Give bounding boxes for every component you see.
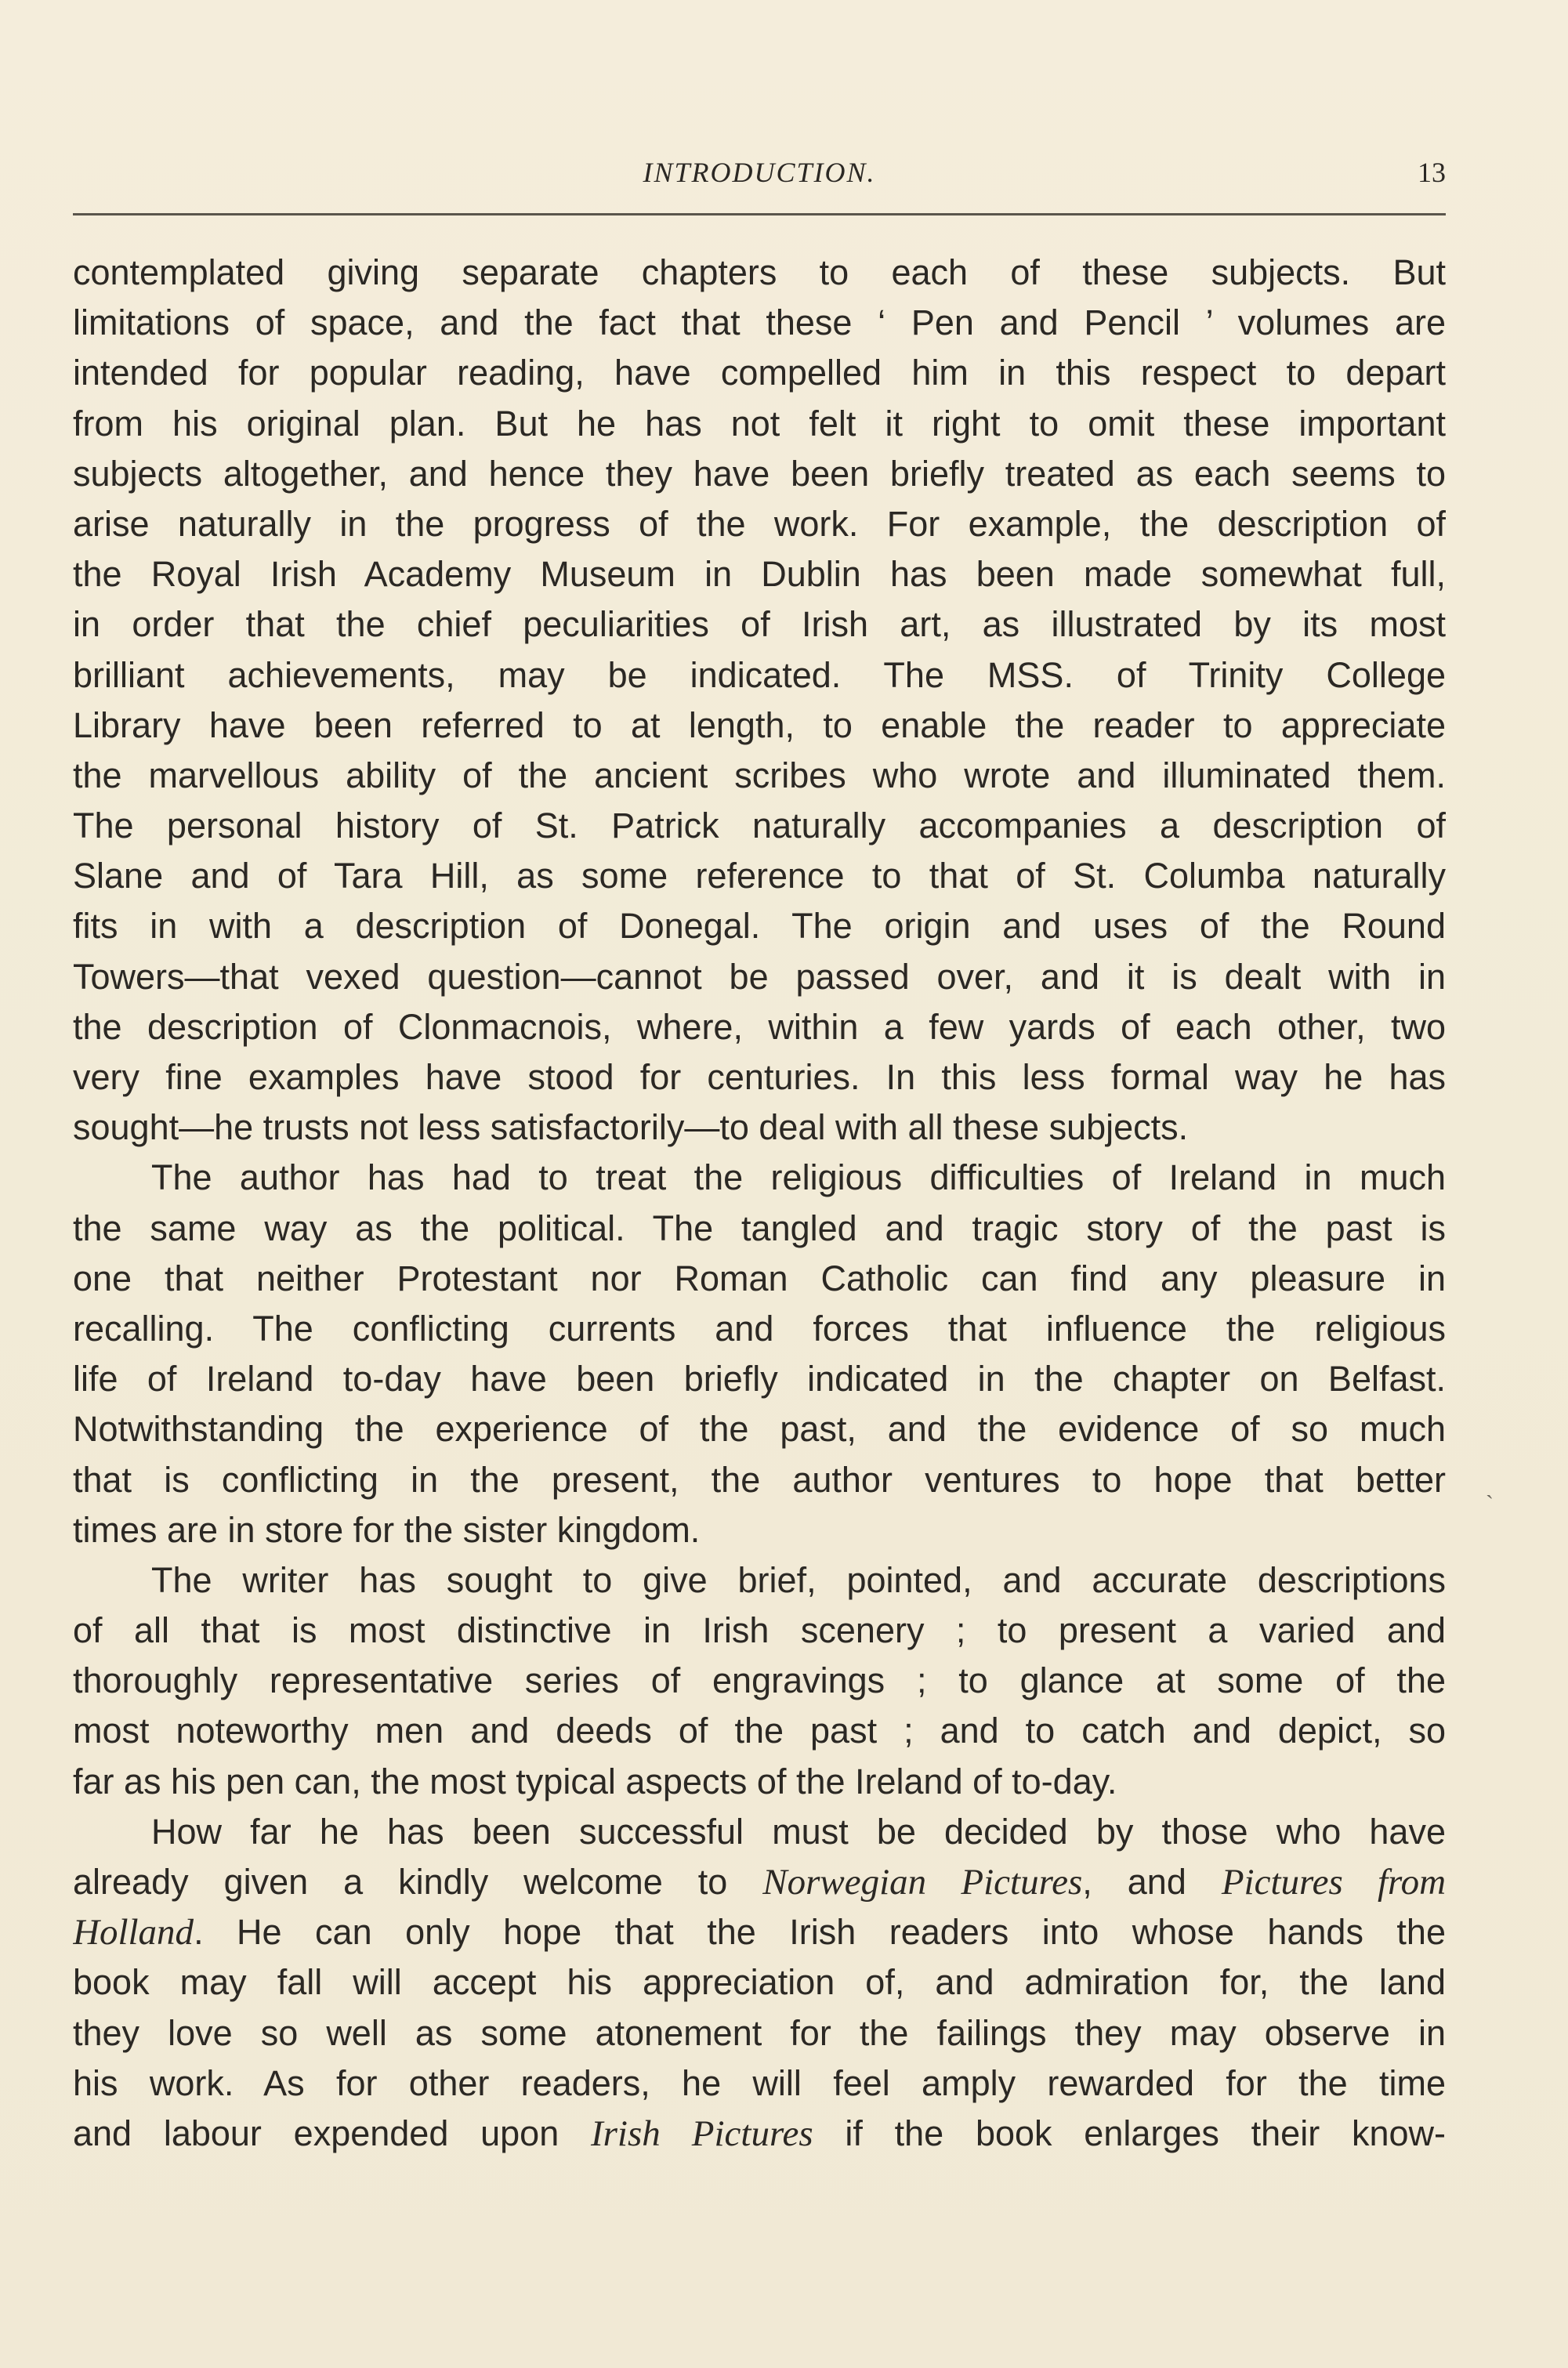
text-line: The personal history of St. Patrick naturally accompanies a description of xyxy=(73,806,1446,846)
book-title-italic: Pictures from xyxy=(1221,1862,1446,1903)
text-line: sought—he trusts not less satisfactorily—to deal with all these subjects. xyxy=(73,1107,1189,1148)
text-line: limitations of space, and the fact that these ‘ Pen and Pencil ’ volumes are xyxy=(73,302,1446,343)
header-rule xyxy=(73,213,1446,215)
text-fragment: , and xyxy=(1082,1862,1222,1902)
text-line: Library have been referred to at length, to enable the reader to appreciate xyxy=(73,704,1446,745)
text-line: the same way as the political. The tangled and tragic story of the past is xyxy=(73,1208,1446,1248)
text-line: brilliant achievements, may be indicated. The MSS. of Trinity College xyxy=(73,654,1446,695)
book-title-italic: Irish Pictures xyxy=(590,2113,813,2154)
margin-mark: ˎ xyxy=(1486,1473,1494,1499)
text-line: times are in store for the sister kingdom. xyxy=(73,1509,701,1550)
text-line: from his original plan. But he has not felt it right to omit these important xyxy=(73,403,1446,444)
text-line: far as his pen can, the most typical aspects of the Ireland of to-day. xyxy=(73,1761,1117,1801)
text-line: The writer has sought to give brief, pointed, and accurate descriptions xyxy=(151,1559,1446,1600)
running-head: INTRODUCTION. xyxy=(643,157,876,188)
text-fragment: and labour expended upon xyxy=(73,2113,591,2153)
text-line: in order that the chief peculiarities of Irish art, as illustrated by its most xyxy=(73,604,1446,645)
text-line: Slane and of Tara Hill, as some reference to that of St. Columba naturally xyxy=(73,856,1446,896)
text-line: one that neither Protestant nor Roman Catholic can find any pleasure in xyxy=(73,1258,1446,1298)
text-line: that is conflicting in the present, the author ventures to hope that better xyxy=(73,1459,1446,1500)
text-line: subjects altogether, and hence they have been briefly treated as each seems to xyxy=(73,453,1446,494)
text-line: life of Ireland to-day have been briefly indicated in the chapter on Belfast. xyxy=(73,1359,1446,1399)
body-text xyxy=(73,248,1446,2159)
text-line: the Royal Irish Academy Museum in Dublin has been made somewhat full, xyxy=(73,554,1446,595)
text-line: book may fall will accept his appreciation of, and admiration for, the land xyxy=(73,1962,1446,2003)
text-line: most noteworthy men and deeds of the past ; and to catch and depict, so xyxy=(73,1711,1446,1751)
text-line: very fine examples have stood for centuries. In this less formal way he has xyxy=(73,1057,1446,1097)
text-line: his work. As for other readers, he will feel amply rewarded for the time xyxy=(73,2062,1446,2103)
text-line: Notwithstanding the experience of the past, and the evidence of so much xyxy=(73,1409,1446,1450)
text-line xyxy=(73,2109,1446,2159)
book-title-italic: Norwegian Pictures xyxy=(762,1862,1083,1903)
text-line: contemplated giving separate chapters to each of these subjects. But xyxy=(73,252,1446,292)
text-line: intended for popular reading, have compelled him in this respect to depart xyxy=(73,353,1446,393)
text-line: Towers—that vexed question—cannot be passed over, and it is dealt with in xyxy=(73,956,1446,997)
text-line: fits in with a description of Donegal. The origin and uses of the Round xyxy=(73,906,1446,947)
text-line: they love so well as some atonement for the failings they may observe in xyxy=(73,2012,1446,2053)
text-fragment: if the book enlarges their know- xyxy=(813,2113,1446,2153)
text-line xyxy=(73,1857,1446,1907)
text-line: How far he has been successful must be decided by those who have xyxy=(151,1811,1446,1852)
text-fragment: . He can only hope that the Irish readers into whose hands the xyxy=(194,1912,1446,1953)
text-line: The author has had to treat the religious difficulties of Ireland in much xyxy=(151,1157,1446,1198)
text-line: of all that is most distinctive in Irish scenery ; to present a varied and xyxy=(73,1610,1446,1651)
text-line: the marvellous ability of the ancient scribes who wrote and illuminated them. xyxy=(73,755,1446,795)
text-line xyxy=(73,1907,1446,1957)
page-number: 13 xyxy=(1418,157,1446,188)
text-line: arise naturally in the progress of the work. For example, the description of xyxy=(73,503,1446,544)
text-line: recalling. The conflicting currents and forces that influence the religious xyxy=(73,1308,1446,1349)
text-fragment: already given a kindly welcome to xyxy=(73,1862,763,1902)
text-line: thoroughly representative series of engravings ; to glance at some of the xyxy=(73,1660,1446,1701)
page-header xyxy=(73,149,1446,196)
text-line: the description of Clonmacnois, where, within a few yards of each other, two xyxy=(73,1006,1446,1047)
book-title-italic: Holland xyxy=(73,1912,194,1953)
